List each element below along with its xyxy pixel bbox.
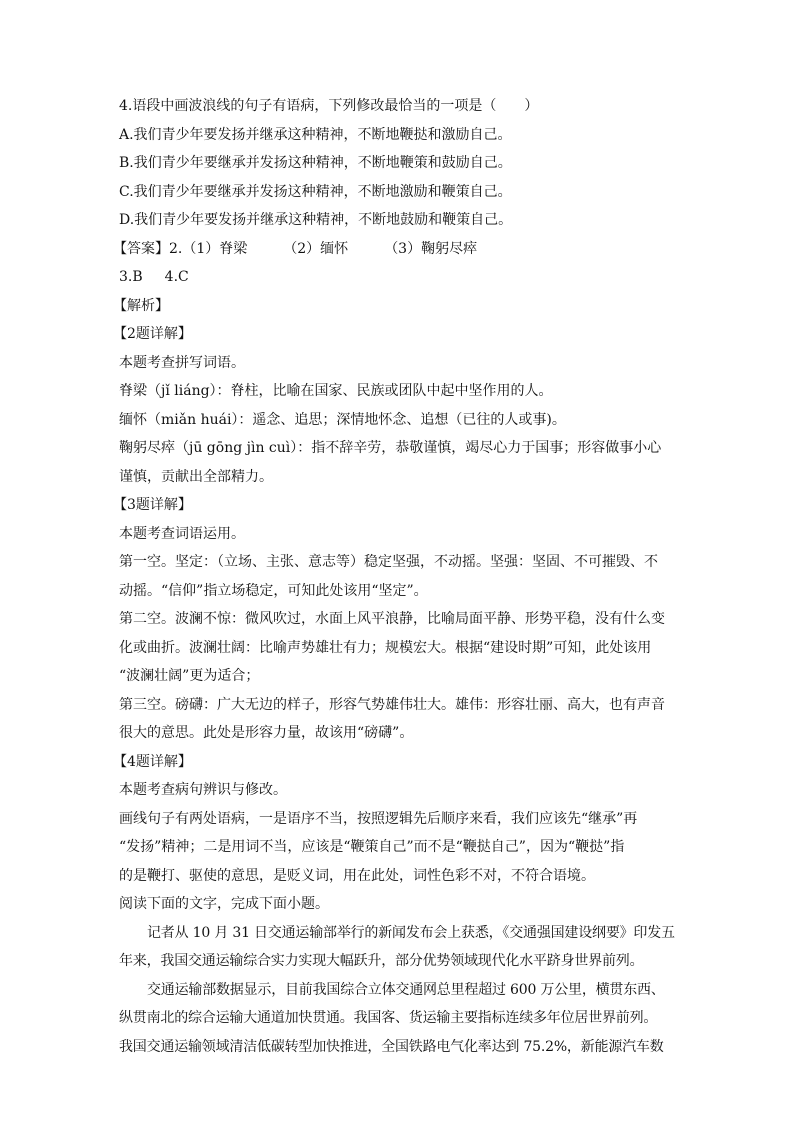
- q4-line: 本题考查病句辨识与修改。: [119, 782, 287, 798]
- q3-line: 本题考查词语运用。: [119, 525, 245, 542]
- document-content: [113, 92, 679, 1061]
- reading-intro: 阅读下面的文字，完成下面小题。: [119, 896, 329, 912]
- answer-q2-1: 2.（1）脊梁: [169, 240, 248, 257]
- q2-line: 缅怀（miǎn huái）：遥念、追思；深情地怀念、追想（已往的人或事)。: [119, 411, 566, 428]
- answer-q2-2: （2）缅怀: [283, 240, 349, 257]
- q2-line: 鞠躬尽瘁（jū gōng jìn cuì）：指不辞辛劳，恭敬谨慎，竭尽心力于国事；形容做事小心: [119, 440, 662, 456]
- q3-line: “波澜壮阔”更为适合；: [119, 668, 260, 684]
- reading-paragraph-2: 纵贯南北的综合运输大通道加快贯通。我国客、货运输主要指标连续多年位居世界前列。: [119, 1010, 658, 1026]
- q4-line: 画线句子有两处语病，一是语序不当，按照逻辑先后顺序来看，我们应该先“继承”再: [119, 810, 638, 827]
- question-4-stem: 4.语段中画波浪线的句子有语病，下列修改最恰当的一项是（ ）: [119, 98, 539, 114]
- q3-line: 第三空。磅礴：广大无边的样子，形容气势雄伟壮大。雄伟：形容壮丽、高大，也有声音: [119, 696, 665, 713]
- analysis-label: 【解析】: [113, 297, 169, 314]
- q3-line: 动摇。“信仰”指立场稳定，可知此处该用“坚定”。: [119, 582, 428, 599]
- answer-q3: 3.B: [119, 269, 143, 285]
- q2-line: 谨慎，贡献出全部精力。: [119, 468, 273, 485]
- option-b: B.我们青少年要继承并发扬这种精神，不断地鞭策和鼓励自己。: [119, 155, 512, 171]
- answer-line: [113, 235, 679, 264]
- answer-line-2: [119, 263, 679, 292]
- q3-line: 第二空。波澜不惊：微风吹过，水面上风平浪静，比喻局面平静、形势平稳，没有什么变: [119, 611, 665, 627]
- reading-paragraph-2: 交通运输部数据显示，目前我国综合立体交通网总里程超过 600 万公里，横贯东西、: [147, 981, 665, 998]
- reading-paragraph-1: 记者从 10 月 31 日交通运输部举行的新闻发布会上获悉，《交通强国建设纲要》印发五: [147, 924, 675, 941]
- option-c: C.我们青少年要继承并发扬这种精神，不断地激励和鞭策自己。: [119, 183, 512, 200]
- option-a: A.我们青少年要发扬并继承这种精神，不断地鞭挞和激励自己。: [119, 126, 512, 143]
- answer-q4: 4.C: [164, 269, 189, 285]
- option-d: D.我们青少年要发扬并继承这种精神，不断地鼓励和鞭策自己。: [119, 212, 513, 228]
- q3-line: 第一空。坚定：（立场、主张、意志等）稳定坚强，不动摇。坚强：坚固、不可摧毁、不: [119, 554, 658, 570]
- q4-line: “发扬”精神；二是用词不当，应该是“鞭策自己”而不是“鞭挞自己”，因为“鞭挞”指: [119, 839, 625, 855]
- q2-line: 脊梁（jǐ liáng）：脊柱，比喻在国家、民族或团队中起中坚作用的人。: [119, 383, 553, 399]
- q2-line: 本题考查拼写词语。: [119, 354, 245, 371]
- q4-line: 的是鞭打、驱使的意思，是贬义词，用在此处，词性色彩不对，不符合语境。: [119, 867, 595, 884]
- answer-label: 【答案】: [113, 240, 169, 257]
- q4-heading: 【4题详解】: [113, 753, 192, 770]
- q2-heading: 【2题详解】: [113, 326, 192, 342]
- answer-q2-3: （3）鞠躬尽瘁: [384, 240, 478, 257]
- q3-heading: 【3题详解】: [113, 497, 192, 513]
- reading-paragraph-1: 年来，我国交通运输综合实力实现大幅跃升，部分优势领域现代化水平跻身世界前列。: [119, 953, 644, 969]
- q3-line: 化或曲折。波澜壮阔：比喻声势雄壮有力；规模宏大。根据“建设时期”可知，此处该用: [119, 639, 652, 656]
- q3-line: 很大的意思。此处是形容力量，故该用“磅礴”。: [119, 725, 414, 741]
- reading-paragraph-2: 我国交通运输领域清洁低碳转型加快推进，全国铁路电气化率达到 75.2%，新能源汽车数: [119, 1038, 664, 1055]
